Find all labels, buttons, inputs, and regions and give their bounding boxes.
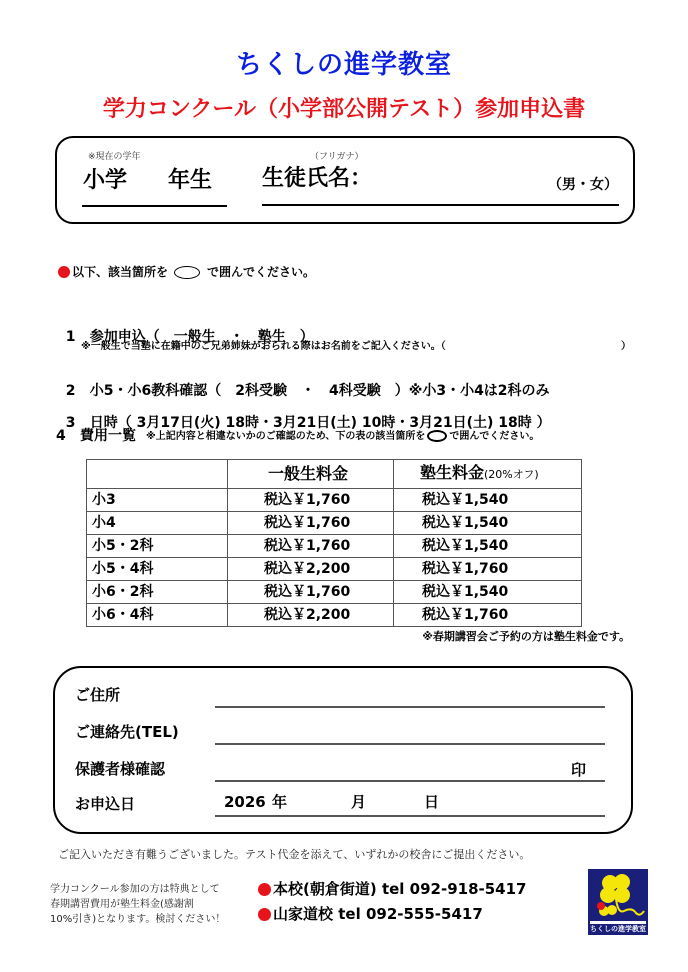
ellipse-icon <box>427 430 447 442</box>
instruction-text-after: で囲んでください。 <box>207 265 316 279</box>
item-4 <box>56 427 136 445</box>
tel-input-line[interactable] <box>215 743 605 745</box>
date-year: 2026 <box>224 793 266 811</box>
table-note: ※春期講習会ご予約の方は塾生料金です。 <box>422 630 630 643</box>
member-fee-label: 塾生料金 <box>420 463 485 482</box>
benefit-line: 春期講習費用が塾生料金(感謝割 <box>50 899 194 910</box>
table-row[interactable] <box>87 489 582 512</box>
branch-name: 山家道校 <box>273 905 334 923</box>
instruction-text-before: 以下、該当箇所を <box>72 265 169 279</box>
date-day-unit: 日 <box>424 793 440 811</box>
grade-suffix: 年生 <box>168 168 213 193</box>
item-1-note-close: ） <box>621 341 631 352</box>
branch-yamaedo <box>258 905 483 924</box>
member-fee-cell[interactable]: 税込￥1,760 <box>394 604 582 627</box>
general-fee-cell[interactable]: 税込￥2,200 <box>228 558 394 581</box>
bullet-icon <box>58 266 70 278</box>
address-input-line[interactable] <box>215 706 605 708</box>
grade-note: ※現在の学年 <box>88 152 141 162</box>
date-year-unit: 年 <box>272 793 288 811</box>
member-fee-cell[interactable]: 税込￥1,540 <box>394 535 582 558</box>
date-month-unit: 月 <box>351 793 367 811</box>
item-4-row <box>56 427 539 445</box>
branch-name: 本校(朝倉街道) <box>273 880 377 898</box>
member-fee-cell[interactable]: 税込￥1,540 <box>394 581 582 604</box>
student-name-label: 生徒氏名： <box>262 166 373 191</box>
grade-input-line[interactable] <box>82 205 227 207</box>
tel-label: ご連絡先(TEL) <box>75 723 179 741</box>
bullet-icon <box>258 908 271 921</box>
discount-label: (20%オフ) <box>484 468 539 481</box>
item-1-note-row <box>81 340 631 353</box>
item-4-note-after: で囲んでください。 <box>449 430 540 442</box>
item-1-note: ※一般生で当塾に在籍中のご兄弟姉妹がおられる際はお名前をご記入ください。（ <box>81 341 446 352</box>
form-title: 学力コンクール（小学部公開テスト）参加申込書 <box>102 97 586 122</box>
grade-cell[interactable]: 小3 <box>87 489 228 512</box>
grade-cell[interactable]: 小5・4科 <box>87 558 228 581</box>
item-number: 1 <box>65 329 76 345</box>
table-header-row <box>87 460 582 489</box>
logo-text: ちくしの進学教室 <box>590 925 646 933</box>
guardian-label: 保護者様確認 <box>75 760 166 778</box>
school-name: ちくしの進学教室 <box>235 50 452 80</box>
table-row[interactable] <box>87 535 582 558</box>
member-fee-cell[interactable]: 税込￥1,760 <box>394 558 582 581</box>
bullet-icon <box>258 883 271 896</box>
benefit-line: 学力コンクール参加の方は特典として <box>50 884 220 895</box>
date-label: お申込日 <box>75 795 136 813</box>
grade-cell[interactable]: 小4 <box>87 512 228 535</box>
general-fee-cell[interactable]: 税込￥2,200 <box>228 604 394 627</box>
school-logo <box>588 869 648 935</box>
general-fee-cell[interactable]: 税込￥1,760 <box>228 535 394 558</box>
general-fee-cell[interactable]: 税込￥1,760 <box>228 489 394 512</box>
date-input-line[interactable] <box>215 815 605 817</box>
member-fee-cell[interactable]: 税込￥1,540 <box>394 489 582 512</box>
item-text: 日時（ 3月17日(火) 18時・3月21日(土) 10時・3月21日(土) 18時 ） <box>89 415 551 431</box>
item-number: 2 <box>65 383 76 399</box>
header-blank <box>87 460 228 489</box>
table-row[interactable] <box>87 604 582 627</box>
item-text: 費用一覧 <box>80 428 136 444</box>
table-row[interactable] <box>87 558 582 581</box>
branch-main <box>258 880 526 899</box>
item-4-note <box>146 430 539 443</box>
student-name-input-line[interactable] <box>262 204 619 206</box>
sibling-name-input[interactable] <box>446 340 621 353</box>
header-general-fee: 一般生料金 <box>228 460 394 489</box>
branch-tel[interactable]: tel 092-918-5417 <box>381 880 527 898</box>
benefit-line: 10%引き)となります。検討ください！ <box>50 914 226 925</box>
furigana-label: （フリガナ） <box>310 152 364 162</box>
thanks-message: ご記入いただき有難うございました。テスト代金を添えて、いずれかの校舎にご提出ください。 <box>58 848 531 861</box>
ellipse-icon <box>174 266 200 279</box>
grade-cell[interactable]: 小6・2科 <box>87 581 228 604</box>
contact-box <box>53 666 633 834</box>
item-number: 3 <box>65 415 76 431</box>
grade-prefix: 小学 <box>83 168 128 193</box>
item-4-note-before: ※上記内容と相違ないかのご確認のため、下の表の該当箇所を <box>146 430 426 442</box>
seal-label: 印 <box>571 761 587 779</box>
member-fee-cell[interactable]: 税込￥1,540 <box>394 512 582 535</box>
fee-table <box>86 459 582 627</box>
general-fee-cell[interactable]: 税込￥1,760 <box>228 512 394 535</box>
general-fee-cell[interactable]: 税込￥1,760 <box>228 581 394 604</box>
item-number: 4 <box>56 428 66 444</box>
grade-cell[interactable]: 小6・4科 <box>87 604 228 627</box>
header-member-fee <box>394 460 582 489</box>
table-row[interactable] <box>87 581 582 604</box>
instruction <box>58 264 315 280</box>
item-text: 参加申込（ 一般生 ・ 塾生 ） <box>89 329 314 345</box>
item-text: 小5・小6教科確認（ 2科受験 ・ 4科受験 ）※小3・小4は2科のみ <box>89 383 550 399</box>
item-2[interactable] <box>56 364 550 400</box>
table-row[interactable] <box>87 512 582 535</box>
branch-tel[interactable]: tel 092-555-5417 <box>338 905 483 923</box>
guardian-input-line[interactable] <box>215 780 605 782</box>
benefit-note <box>50 882 246 927</box>
gender-choice[interactable]: （男・女） <box>548 177 618 193</box>
address-label: ご住所 <box>75 686 121 704</box>
grade-cell[interactable]: 小5・2科 <box>87 535 228 558</box>
